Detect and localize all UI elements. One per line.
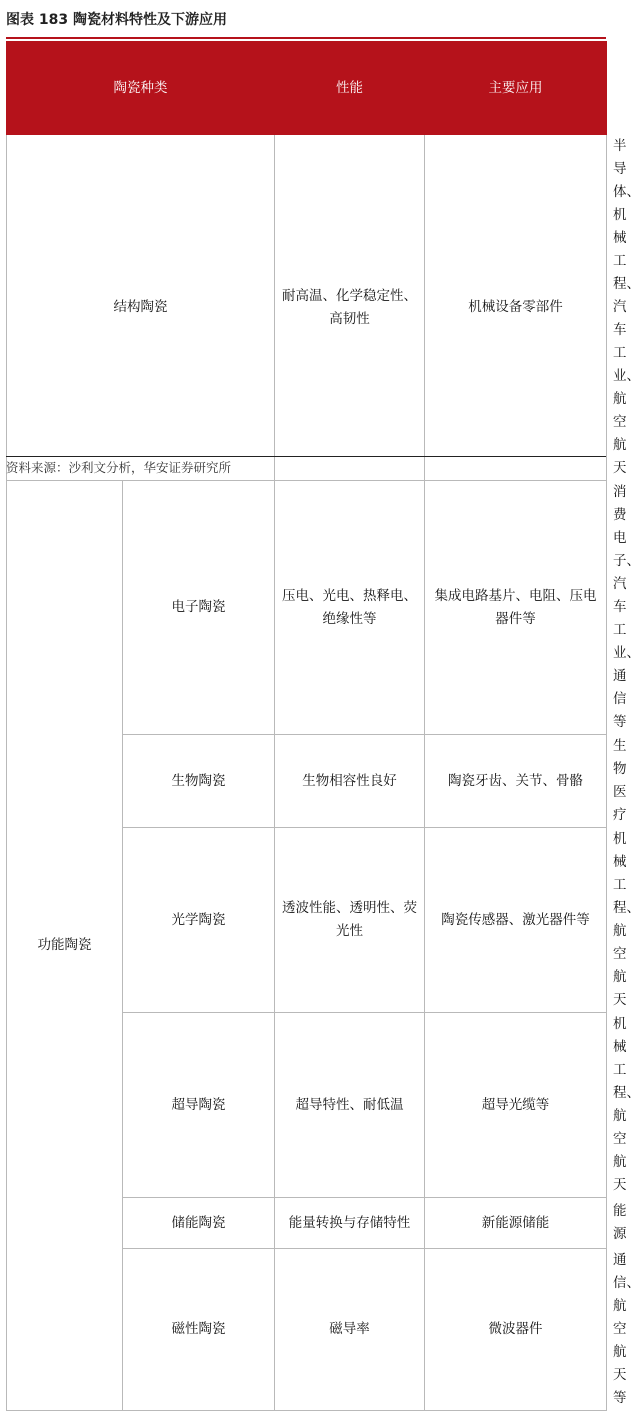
subtype-cell: 超导陶瓷 [123,1013,275,1198]
performance-cell: 压电、光电、热释电、绝缘性等 [275,481,425,735]
type-cell: 结构陶瓷 [7,135,275,481]
application-cell: 机械设备零部件 [425,135,607,481]
table-row: 功能陶瓷 电子陶瓷 压电、光电、热释电、绝缘性等 集成电路基片、电阻、压电器件等 消费电子、汽车工业、通信等 [7,481,607,735]
application-cell: 陶瓷牙齿、关节、骨骼 [425,735,607,828]
table-row: 结构陶瓷 耐高温、化学稳定性、高韧性 机械设备零部件 半导体、机械工程、汽车工业、航空航天 [7,135,607,481]
source-note: 资料来源：沙利文分析，华安证券研究所 [6,456,606,479]
application-cell: 集成电路基片、电阻、压电器件等 [425,481,607,735]
table-row: 超导陶瓷 超导特性、耐低温 超导光缆等 机械工程、航空航天 [7,1013,607,1198]
header-application: 主要应用 [425,42,607,135]
table-row: 生物陶瓷 生物相容性良好 陶瓷牙齿、关节、骨骼 生物医疗 [7,735,607,828]
application-cell: 陶瓷传感器、激光器件等 [425,828,607,1013]
performance-cell: 能量转换与存储特性 [275,1198,425,1249]
subtype-cell: 磁性陶瓷 [123,1249,275,1411]
application-cell: 超导光缆等 [425,1013,607,1198]
functional-group-label: 功能陶瓷 [7,481,123,1411]
performance-cell: 生物相容性良好 [275,735,425,828]
subtype-cell: 储能陶瓷 [123,1198,275,1249]
ceramics-table [6,41,640,1411]
figure-title: 图表 183 陶瓷材料特性及下游应用 [6,12,227,28]
application-cell: 新能源储能 [425,1198,607,1249]
subtype-cell: 光学陶瓷 [123,828,275,1013]
header-type: 陶瓷种类 [7,42,275,135]
subtype-cell: 生物陶瓷 [123,735,275,828]
performance-cell: 耐高温、化学稳定性、高韧性 [275,135,425,481]
table-row: 储能陶瓷 能量转换与存储特性 新能源储能 能源 [7,1198,607,1249]
performance-cell: 磁导率 [275,1249,425,1411]
table-row: 磁性陶瓷 磁导率 微波器件 通信、航空航天等 [7,1249,607,1411]
performance-cell: 超导特性、耐低温 [275,1013,425,1198]
application-cell: 微波器件 [425,1249,607,1411]
performance-cell: 透波性能、透明性、荧光性 [275,828,425,1013]
subtype-cell: 电子陶瓷 [123,481,275,735]
table-row: 光学陶瓷 透波性能、透明性、荧光性 陶瓷传感器、激光器件等 机械工程、航空航天 [7,828,607,1013]
title-rule [6,37,606,39]
header-performance: 性能 [275,42,425,135]
header-row: 陶瓷种类 性能 主要应用 涉及行业 [7,42,607,135]
